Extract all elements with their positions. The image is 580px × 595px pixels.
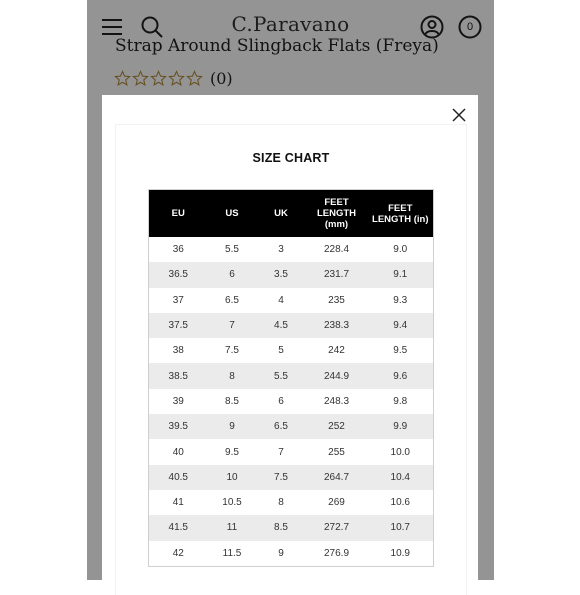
table-cell: 37 (149, 288, 208, 313)
table-row (149, 541, 434, 567)
table-cell: 9.1 (368, 262, 434, 287)
table-cell: 10 (208, 465, 257, 490)
table-cell: 269 (306, 490, 368, 515)
table-cell: 255 (306, 439, 368, 464)
table-cell: 10.9 (368, 541, 434, 567)
table-cell: 3.5 (257, 262, 306, 287)
table-cell: 242 (306, 338, 368, 363)
table-cell: 9.8 (368, 389, 434, 414)
table-cell: 7 (208, 313, 257, 338)
column-header: UK (257, 190, 306, 238)
table-cell: 9 (208, 414, 257, 439)
table-cell: 39.5 (149, 414, 208, 439)
table-cell: 9.5 (368, 338, 434, 363)
table-cell: 6 (257, 389, 306, 414)
table-row (149, 237, 434, 262)
table-cell: 5.5 (208, 237, 257, 262)
table-cell: 37.5 (149, 313, 208, 338)
table-cell: 38 (149, 338, 208, 363)
cart-count-badge[interactable]: 0 (466, 21, 474, 33)
size-chart-content (116, 125, 466, 595)
table-cell: 9.5 (208, 439, 257, 464)
table-cell: 9.4 (368, 313, 434, 338)
table-cell: 9.0 (368, 237, 434, 262)
table-row (149, 465, 434, 490)
table-cell: 42 (149, 541, 208, 567)
table-row (149, 338, 434, 363)
table-cell: 264.7 (306, 465, 368, 490)
table-row (149, 389, 434, 414)
table-cell: 8 (208, 363, 257, 388)
table-row (149, 439, 434, 464)
table-cell: 248.3 (306, 389, 368, 414)
table-cell: 8.5 (208, 389, 257, 414)
site-logo[interactable]: C.Paravano (231, 12, 350, 36)
table-row (149, 288, 434, 313)
table-header-row (149, 190, 434, 238)
table-cell: 10.0 (368, 439, 434, 464)
table-cell: 7 (257, 439, 306, 464)
table-cell: 5.5 (257, 363, 306, 388)
table-row (149, 313, 434, 338)
table-cell: 11 (208, 515, 257, 540)
table-cell: 39 (149, 389, 208, 414)
table-row (149, 363, 434, 388)
close-icon[interactable] (451, 107, 467, 123)
table-cell: 5 (257, 338, 306, 363)
table-cell: 10.4 (368, 465, 434, 490)
table-cell: 9.3 (368, 288, 434, 313)
column-header: FEET LENGTH (mm) (306, 190, 368, 238)
table-cell: 10.7 (368, 515, 434, 540)
column-header: FEET LENGTH (in) (368, 190, 434, 238)
table-row (149, 262, 434, 287)
size-chart-title: SIZE CHART (252, 151, 330, 165)
table-cell: 10.6 (368, 490, 434, 515)
table-row (149, 515, 434, 540)
table-row (149, 490, 434, 515)
size-chart-table (148, 189, 434, 567)
size-chart-body (149, 237, 434, 566)
column-header: EU (149, 190, 208, 238)
table-cell: 40 (149, 439, 208, 464)
table-cell: 36.5 (149, 262, 208, 287)
table-cell: 9.9 (368, 414, 434, 439)
table-cell: 38.5 (149, 363, 208, 388)
table-cell: 9.6 (368, 363, 434, 388)
table-cell: 276.9 (306, 541, 368, 567)
table-cell: 8.5 (257, 515, 306, 540)
table-cell: 40.5 (149, 465, 208, 490)
table-cell: 10.5 (208, 490, 257, 515)
size-chart-modal (102, 95, 478, 595)
table-cell: 41 (149, 490, 208, 515)
table-cell: 6 (208, 262, 257, 287)
column-header: US (208, 190, 257, 238)
table-cell: 7.5 (257, 465, 306, 490)
table-cell: 36 (149, 237, 208, 262)
table-cell: 252 (306, 414, 368, 439)
table-cell: 4.5 (257, 313, 306, 338)
table-cell: 272.7 (306, 515, 368, 540)
table-cell: 238.3 (306, 313, 368, 338)
table-cell: 3 (257, 237, 306, 262)
table-cell: 6.5 (257, 414, 306, 439)
table-cell: 9 (257, 541, 306, 567)
table-cell: 244.9 (306, 363, 368, 388)
table-cell: 6.5 (208, 288, 257, 313)
table-cell: 235 (306, 288, 368, 313)
table-cell: 4 (257, 288, 306, 313)
table-cell: 228.4 (306, 237, 368, 262)
table-cell: 11.5 (208, 541, 257, 567)
table-cell: 231.7 (306, 262, 368, 287)
product-title: Strap Around Slingback Flats (Freya) (115, 36, 439, 56)
table-cell: 7.5 (208, 338, 257, 363)
table-cell: 8 (257, 490, 306, 515)
table-row (149, 414, 434, 439)
review-count[interactable]: (0) (210, 69, 233, 88)
table-cell: 41.5 (149, 515, 208, 540)
